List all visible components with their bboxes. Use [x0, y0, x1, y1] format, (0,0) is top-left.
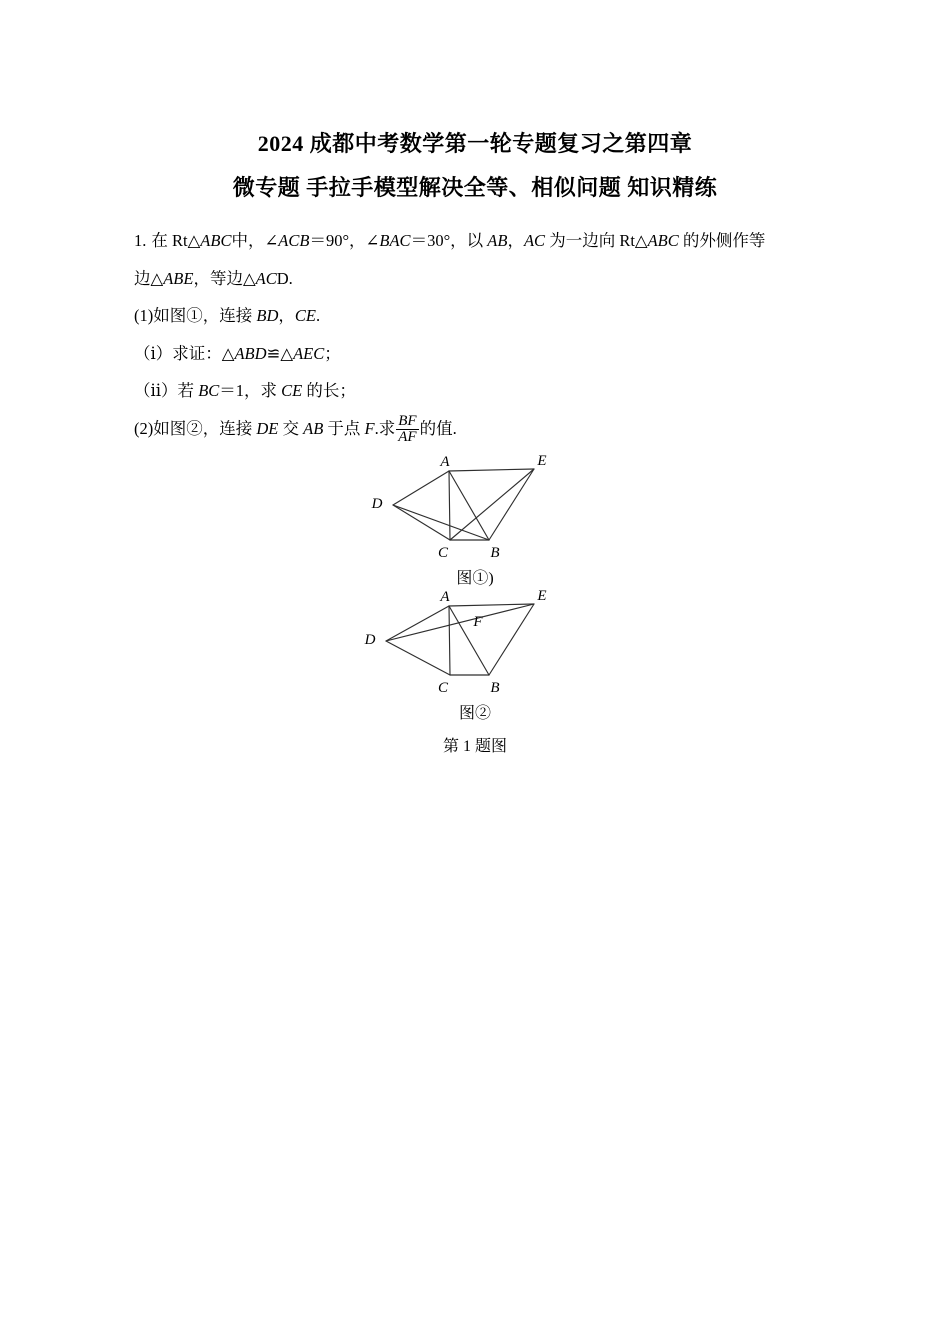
part1ii-text-b: ＝1，求	[219, 381, 282, 400]
stem-triangle-abc-2: ABC	[647, 231, 679, 250]
stem-text-a: 在 Rt△	[151, 231, 201, 250]
vertex-label-e: E	[537, 590, 547, 604]
ratio-fraction-bf-af	[396, 414, 418, 446]
problem-body	[134, 222, 824, 447]
segment-DC	[386, 641, 450, 675]
part1ii-text-a: （ⅱ）若	[134, 381, 199, 400]
vertex-label-e: E	[537, 455, 547, 469]
segment-AE	[449, 469, 534, 471]
stem2-text-b: ，等边△	[193, 268, 256, 288]
part2-segment-de: DE	[256, 418, 279, 438]
part1ii-segment-bc: BC	[198, 381, 220, 400]
figure-2-caption: 图②	[458, 705, 491, 722]
figure-1-block	[0, 455, 950, 591]
vertex-label-c: C	[437, 545, 449, 561]
stem-text-e: ，	[507, 231, 524, 250]
stem-triangle-abc: ABC	[200, 231, 232, 250]
vertex-label-a: A	[440, 455, 450, 470]
part1-text-b: ，	[278, 306, 295, 325]
part1-text-a: (1)如图①，连接	[134, 306, 257, 325]
title-block	[0, 122, 950, 210]
stem-segment-ab: AB	[487, 231, 508, 250]
segment-AC	[449, 471, 450, 540]
stem-angle-acb: ACB	[278, 231, 310, 250]
problem-part-2	[134, 410, 824, 448]
part1ii-text-c: 的长；	[302, 381, 356, 400]
vertex-label-c: C	[437, 680, 449, 696]
segment-BE	[489, 469, 534, 540]
part1i-triangle-abd: ABD	[234, 343, 267, 363]
segment-BE	[489, 604, 534, 675]
segment-DE	[386, 604, 534, 641]
part1i-text-a: （ⅰ）求证：△	[134, 343, 235, 363]
segment-AC	[449, 606, 450, 675]
part2-text-d: .求	[374, 418, 396, 438]
segment-DA	[386, 606, 449, 641]
problem-stem-line-1	[134, 222, 824, 260]
part1i-text-c: ；	[324, 343, 341, 363]
stem-angle-bac: BAC	[379, 231, 411, 250]
problem-stem-line-2	[134, 260, 824, 298]
part2-point-f: F	[364, 418, 375, 438]
problem-number: 1.	[134, 231, 147, 250]
fraction-denominator: AF	[398, 429, 417, 446]
document-title-line-1: 2024 成都中考数学第一轮专题复习之第四章	[257, 131, 693, 156]
figure-1-caption: 图①)	[456, 570, 494, 587]
stem-segment-ac: AC	[523, 231, 546, 250]
part1-text-c: .	[315, 306, 321, 325]
part1i-triangle-aec: AEC	[293, 343, 325, 363]
stem2-text-c: D.	[276, 268, 293, 288]
vertex-label-f: F	[473, 614, 483, 630]
part2-text-b: 交	[278, 418, 304, 438]
problem-part-1-i	[134, 335, 824, 373]
part2-text-c: 于点	[323, 418, 365, 438]
figure-2-block	[0, 590, 950, 726]
stem-text-c: ＝90°，∠	[309, 231, 380, 250]
vertex-label-d: D	[364, 632, 376, 648]
vertex-label-b: B	[490, 680, 500, 696]
figure-1-diagram	[360, 455, 590, 565]
segment-DA	[393, 471, 449, 505]
stem-text-g: 的外侧作等	[678, 231, 766, 250]
part1i-text-b: ≌△	[266, 343, 294, 363]
stem-text-b: 中，∠	[231, 231, 279, 250]
segment-CE	[450, 469, 534, 540]
stem2-triangle-ac: AC	[255, 268, 277, 288]
segment-AB	[449, 471, 489, 540]
problem-figure-caption: 第 1 题图	[442, 738, 507, 755]
vertex-label-d: D	[371, 496, 383, 512]
part2-segment-ab: AB	[303, 418, 324, 438]
part1-segment-ce: CE	[294, 306, 316, 325]
fraction-numerator: BF	[398, 413, 417, 429]
part1ii-segment-ce: CE	[281, 381, 303, 400]
segment-AE	[449, 604, 534, 606]
vertex-label-a: A	[440, 590, 450, 605]
problem-part-1-ii	[134, 372, 824, 410]
stem2-triangle-abe: ABE	[163, 268, 194, 288]
part2-text-a: (2)如图②，连接	[134, 418, 257, 438]
stem2-text-a: 边△	[134, 268, 164, 288]
stem-text-d: ＝30°，以	[410, 231, 488, 250]
stem-text-f: 为一边向 Rt△	[545, 231, 648, 250]
figure-2-diagram	[360, 590, 590, 700]
vertex-label-b: B	[490, 545, 500, 561]
part1-segment-bd: BD	[256, 306, 279, 325]
part2-text-e: 的值.	[419, 418, 457, 438]
problem-part-1	[134, 297, 824, 335]
document-title-line-2: 微专题 手拉手模型解决全等、相似问题 知识精练	[232, 175, 718, 200]
